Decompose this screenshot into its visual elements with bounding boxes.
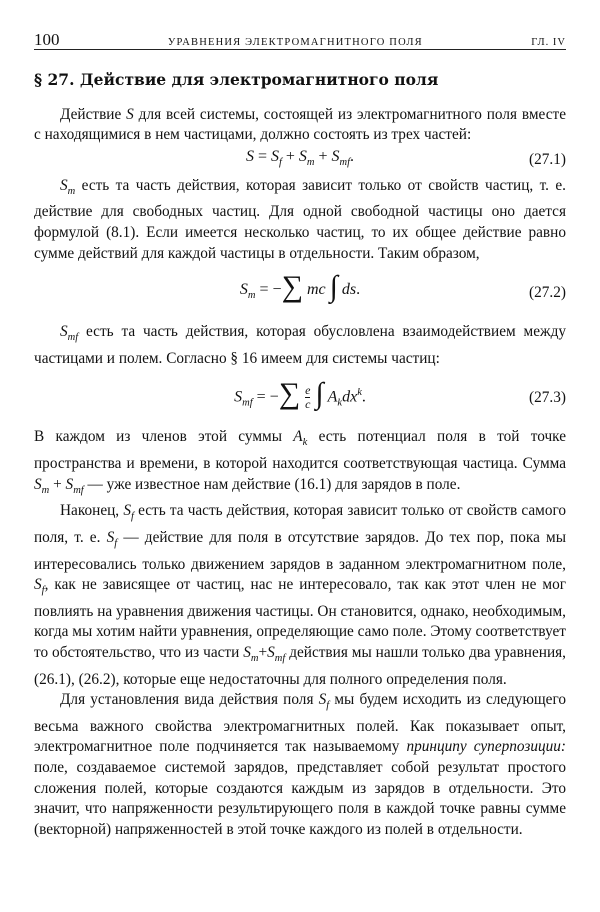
running-title: УРАВНЕНИЯ ЭЛЕКТРОМАГНИТНОГО ПОЛЯ [167,37,423,48]
chapter-label: ГЛ. IV [531,37,566,48]
equation-27-3-number: (27.3) [529,389,566,407]
equation-27-2 [34,264,566,322]
section-title: § 27. Действие для электромагнитного поля [34,70,439,89]
paragraph-3: $S_{mf}$ есть та часть действия, которая обусловлена взаимодействием между частицами и полем. Согласно § 16 имеем для системы частиц: [34,323,566,367]
paragraph-1: Действие S для всей системы, состоящей из электромагнитного поля вместе с находящимися в нем частицами, должно состоять из трех частей: [34,105,566,144]
paragraph-5: Наконец, $S_f$ есть та часть действия, которая зависит только от свойств самого поля, т. е. $S_f$ — действие для поля в отсутствие зарядов. До тех пор, пока мы интересовались только движением зарядов в заданном электромагнитном поле, $S_f$, как не зависящее от частиц, нас не интересовало, так как этот член не мог повлиять на уравнения движения частицы. Он становится, однако, необходимым, когда мы хотим найти уравнения, определяющие само поле. Этому соответствует то обстоятельство, что из части $S_m+S_{mf}$ действия мы нашли только два уравнения, (26.1), (26.2), которые еще недостаточны для полного определения поля. [34,502,567,688]
paragraph-4: В каждом из членов этой суммы $A_k$ есть потенциал поля в той точке пространства и времени, в которой находится соответствующая частица. Сумма $S_m + S_{mf}$ — уже известное нам действие (16.1) для зарядов в поле. [34,428,566,496]
equation-27-3-formula: $S_{mf}$ = −∑ $\frac{e}{c}$ ∫ $A_kdx^k$. [234,377,366,412]
page-number: 100 [34,30,60,49]
equation-27-3 [34,369,566,427]
running-header [34,30,566,50]
paragraph-6: Для установления вида действия поля $S_f$ мы будем исходить из следующего весьма важного свойства электромагнитных полей. Как показывает опыт, электромагнитное поле подчиняется так называемому принципу суперпозиции: поле, создаваемое системой зарядов, представляет собой результат простого сложения полей, которые создаются каждым из зарядов в отдельности. Это значит, что напряженности результирующего поля в каждой точке равны сумме (векторной) напряженностей в этой точке каждого из полей в отдельности. [34,691,567,838]
equation-27-2-formula: $S_m$ = −∑ mc ∫ ds. [239,269,361,303]
equation-27-1-formula: $S = S_f + S_m + S_{mf}$. [245,148,355,169]
page-body [34,60,566,840]
paragraph-2: $S_m$ есть та часть действия, которая зависит только от свойств частиц, т. е. действие для свободных частиц. Для одной свободной частицы оно дается формулой (8.1). Если имеется несколько частиц, то их общее действие равно сумме действий для каждой частицы в отдельности. Таким образом, [34,176,566,262]
equation-27-1 [34,146,566,176]
equation-27-2-number: (27.2) [529,283,566,301]
equation-27-1-number: (27.1) [529,151,566,169]
header-rule [34,49,566,50]
